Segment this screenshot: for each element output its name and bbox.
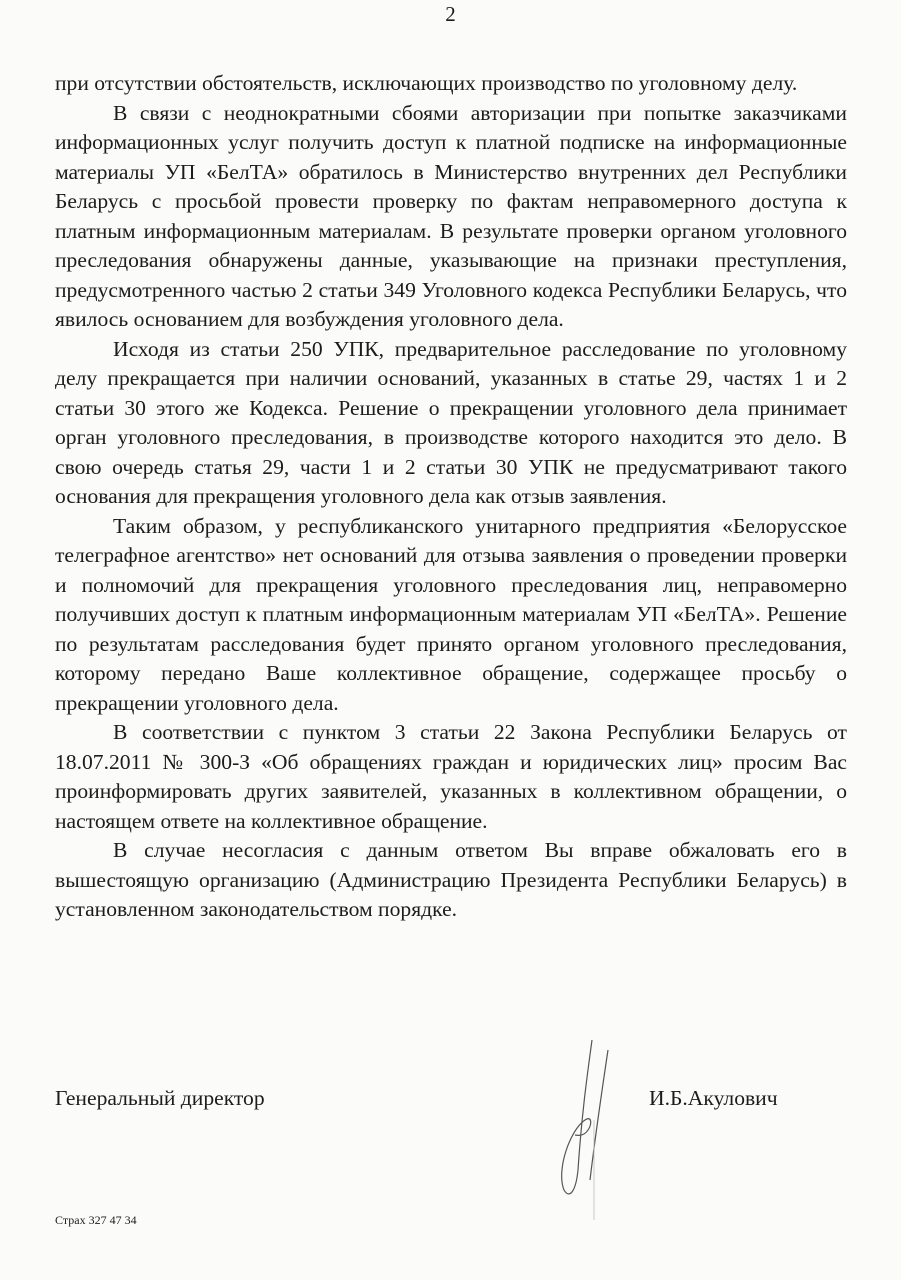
paragraph: Таким образом, у республиканского унитарного предприятия «Белорусское телеграфное агентство» нет оснований для отзыва заявления о проведении проверки и полномочий для прекращения уголовного преследования лиц, неправомерно получивших доступ к платным информационным материалам УП «БелТА». Решение по результатам расследования будет принято органом уголовного преследования, которому передано Ваше коллективное обращение, содержащее просьбу о прекращении уголовного дела.: [55, 513, 847, 715]
page-number: 2: [445, 2, 456, 26]
signatory-name: И.Б.Акулович: [649, 1086, 778, 1110]
paragraph: В случае несогласия с данным ответом Вы вправе обжаловать его в вышестоящую организацию (Администрацию Президента Республики Беларусь) в установленном законодательством порядке.: [55, 838, 847, 921]
handwritten-signature: [530, 1040, 630, 1220]
footer-contact: Страх 327 47 34: [55, 1213, 137, 1227]
letter-body: [55, 69, 847, 925]
paragraph-continuation: при отсутствии обстоятельств, исключающих производство по уголовному делу.: [55, 71, 798, 95]
paragraph: В соответствии с пунктом 3 статьи 22 Закона Республики Беларусь от 18.07.2011 № 300-З «Об обращениях граждан и юридических лиц» просим Вас проинформировать других заявителей, указанных в коллективном обращении, о настоящем ответе на коллективное обращение.: [55, 720, 847, 833]
signatory-title: Генеральный директор: [55, 1086, 265, 1110]
paragraph: Исходя из статьи 250 УПК, предварительное расследование по уголовному делу прекращается при наличии оснований, указанных в статье 29, частях 1 и 2 статьи 30 этого же Кодекса. Решение о прекращении уголовного дела принимает орган уголовного преследования, в производстве которого находится это дело. В свою очередь статья 29, части 1 и 2 статьи 30 УПК не предусматривают такого основания для прекращения уголовного дела как отзыв заявления.: [55, 336, 847, 508]
paragraph: В связи с неоднократными сбоями авторизации при попытке заказчиками информационных услуг получить доступ к платной подписке на информационные материалы УП «БелТА» обратилось в Министерство внутренних дел Республики Беларусь с просьбой провести проверку по фактам неправомерного доступа к платным информационным материалам. В результате проверки органом уголовного преследования обнаружены данные, указывающие на признаки преступления, предусмотренного частью 2 статьи 349 Уголовного кодекса Республики Беларусь, что явилось основанием для возбуждения уголовного дела.: [55, 100, 847, 331]
